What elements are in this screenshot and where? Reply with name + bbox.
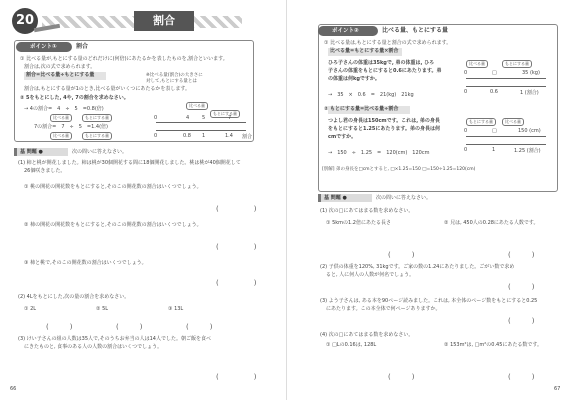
diagram-line-top [156, 122, 246, 123]
r-d2-b0: 0 [464, 147, 468, 153]
r-q4-answer-2[interactable]: ( ) [508, 373, 535, 381]
pill-compare-2: 比べる量 [50, 132, 72, 140]
r-d1-b1: 0.6 [490, 89, 498, 95]
q2-item-3: ③ 13L [168, 306, 184, 312]
r-d2-t0: 0 [464, 128, 468, 134]
r-practice-header: 基 問題 ● [318, 194, 372, 202]
r-pill-base-2: もとにする量 [466, 118, 496, 126]
r-d1-t0: 0 [464, 70, 468, 76]
point-line-4: 割合は,もとにする量が1のとき,比べる量がいくつにあたるかを表します。 [24, 86, 190, 92]
page-number-left: 66 [10, 386, 17, 392]
q2: (2) 4Lをもとにした,次の量の割合を求めなさい。 [18, 294, 130, 300]
r-q3-line-2: にあたります。この本全体で何ページありますか。 [326, 306, 441, 312]
r-point-line-9: をもとにすると1.25にあたります。弟の身長は何 [328, 126, 440, 132]
r-d1-b2: 1 (割合) [520, 90, 539, 96]
r-d2-t2: 150 (cm) [518, 128, 541, 134]
q1c-answer[interactable]: ( ) [216, 279, 257, 287]
r-formula-1: 比べる量=もとにする量×割合 [330, 48, 399, 54]
r-q1-answer-2[interactable]: ( ) [508, 251, 535, 259]
point-line-1: ① 比べる量が,もとにする量のどれだけに(何倍)にあたるかを表したものを,割合といいます。 [20, 56, 228, 62]
point-title: 割合 [76, 43, 89, 50]
r-q1-item-1: ① 5kmの1.2倍にあたる長さ [326, 220, 391, 226]
q3-answer[interactable]: ( ) [216, 373, 257, 381]
r-point-line-4: 子さんの体重をもとにすると0.6にあたります。弟 [328, 68, 442, 74]
r-point-line-1: ① 比べる量は,もとにする量と割合の式で求められます。 [324, 40, 452, 46]
r-diagram1-bottom [466, 86, 546, 87]
pencil-icon [34, 24, 60, 32]
q1b-answer[interactable]: ( ) [216, 243, 257, 251]
r-diagram2-top [466, 136, 546, 137]
r-q4-item-1: ① □Lの0.16は, 128L [326, 342, 377, 348]
q1-line-1: (1) 柿と桃が開花しました。柿は桃が30個開花する間に18個開花しました。桃は桃が40個開花して [18, 160, 241, 166]
diagram-tick-4: 4 [186, 115, 190, 121]
r-pill-compare-1: 比べる量 [466, 60, 488, 68]
formula: 割合=比べる量÷もとにする量 [26, 72, 95, 78]
practice-header: 基 問題 ● [14, 148, 68, 156]
diagram-bottom-1: 1 [202, 133, 206, 139]
q1a-answer[interactable]: ( ) [216, 205, 257, 213]
q3-line-2: にきたものと, 食事のある人の人数の割合はいくつでしょう。 [24, 344, 163, 350]
q1-line-2: 26個咲きました。 [24, 168, 66, 174]
r-point-line-3: ひろ子さんの体重は35kgで, 弟の体重は, ひろ [328, 60, 435, 66]
formula-note: ※比べる量(割合)の大きさに [146, 73, 203, 78]
r-formula-2: ② もとにする量=比べる量÷割合 [324, 106, 399, 112]
diagram-tick-5: 5 [202, 115, 206, 121]
q2-answer-1[interactable]: ( ) [46, 323, 73, 331]
r-pill-compare-2: 比べる量 [502, 118, 524, 126]
q2-item-1: ① 2L [24, 306, 37, 312]
r-point-line-8: つよし君の身長は150cmです。これは, 弟の身長 [328, 118, 440, 124]
r-d2-b1: 1 [492, 147, 496, 153]
r-diagram2-bottom [466, 144, 546, 145]
lesson-header [12, 8, 242, 34]
diagram-bottom-0: 0 [154, 133, 158, 139]
r-q4-answer-1[interactable]: ( ) [388, 373, 415, 381]
page-fold [286, 0, 287, 400]
q1b: ② 柿の開花の開花数をもとにすると,そのこの開花数の割合はいくつでしょう。 [24, 222, 202, 228]
pill-base-3: もとにする量 [210, 110, 240, 118]
r-calc-1: → 35 × 0.6 = 21(kg) 21kg [328, 92, 414, 98]
q1a: ① 桃の開花の開花数をもとにすると,そのこの開花数の割合はいくつでしょう。 [24, 184, 202, 190]
r-q3-line-1: (3) よう子さんは, ある本を90ページ読みました。これは, 本全体のページ数をもとにすると0.25 [320, 298, 538, 304]
r-point-line-10: cmですか。 [328, 134, 357, 140]
q1c: ③ 柿と桃で,そのこの開花数の割合はいくつでしょう。 [24, 260, 147, 266]
point-line-5: ② 5をもとにした, 4や, 7の割合を求めなさい。 [20, 95, 129, 101]
r-q1-answer-1[interactable]: ( ) [388, 251, 415, 259]
point-label: ポイント① [16, 42, 72, 52]
diagram-bottom-08: 0.8 [183, 133, 191, 139]
r-practice-title: 次の問いに答えなさい。 [376, 195, 432, 201]
r-q1: (1) 次の□にあてはまる数を求めなさい。 [320, 208, 414, 214]
diagram-tick-0: 0 [154, 115, 158, 121]
r-point-line-5: の体重は何kgですか。 [328, 76, 380, 82]
r-q2-line-1: (2) 子供の体重を120%, 31kgです。ご家の数の1.24にあたりました。ごがい数で求め [320, 264, 515, 270]
r-calc-2: → 150 ÷ 1.25 = 120(cm) 120cm [328, 150, 430, 156]
point-label-2: ポイント② [318, 26, 378, 36]
r-d2-b2: 1.25 (割合) [514, 148, 541, 154]
calc-1: → 4の割合= 4 ÷ 5 =0.8(倍) [24, 106, 104, 112]
q3-line-1: (3) けい子さんの組の人数は35人で,そのうちお弁当の人は14人でした。朝ご飯を食べ [18, 336, 211, 342]
practice-title: 次の問いに答えなさい。 [72, 149, 128, 155]
pill-compare-1: 比べる量 [50, 114, 72, 122]
point-line-2: 割合は,次の式で求められます。 [24, 64, 96, 70]
diagram-bottom-label: 割合 [242, 134, 253, 140]
r-alt-solution: [別解] 弟の身長を□cmとすると, □×1.25=150 □=150÷1.25=120(cm) [322, 167, 476, 172]
diagram-tick-7: 7 [228, 115, 232, 121]
r-q2-answer[interactable]: ( ) [508, 283, 535, 291]
r-d1-b0: 0 [464, 89, 468, 95]
left-page [6, 6, 276, 394]
r-d1-t2: 35 (kg) [522, 70, 540, 76]
lesson-number-badge: 20 [12, 8, 38, 34]
q2-answer-2[interactable]: ( ) [116, 323, 143, 331]
lesson-title: 割合 [134, 11, 194, 31]
formula-note-2: 対して,もとにする量とは [146, 79, 197, 84]
pill-compare-3: 比べる量 [186, 102, 208, 110]
r-q4-item-2: ② 153m²は, □m²の0.45にあたる数です。 [444, 342, 543, 348]
diagram-line-bottom [156, 130, 246, 131]
r-pill-base-1: もとにする量 [502, 60, 532, 68]
r-q2-line-2: ると, 人に何人の人数が何名でしょう。 [326, 272, 415, 278]
calc-2: 7の割合= 7 ÷ 5 =1.4(倍) [34, 124, 108, 130]
r-d2-t1: □ [492, 128, 497, 134]
q2-answer-3[interactable]: ( ) [186, 323, 213, 331]
point-title-2: 比べる量、もとにする量 [382, 27, 449, 34]
r-q3-answer[interactable]: ( ) [508, 317, 535, 325]
diagram-bottom-14: 1.4 [225, 133, 233, 139]
r-d1-t1: □ [492, 70, 497, 76]
r-q4: (4) 次の□にあてはまる数を求めなさい。 [320, 332, 414, 338]
right-page [296, 6, 566, 394]
r-q1-item-2: ② 兄は, 450人の0.28にあたる人数です。 [444, 220, 539, 226]
r-diagram1-top [466, 78, 546, 79]
page-number-right: 67 [554, 386, 561, 392]
pill-base-2: もとにする量 [82, 132, 112, 140]
pill-base-1: もとにする量 [82, 114, 112, 122]
q2-item-2: ② 5L [96, 306, 109, 312]
